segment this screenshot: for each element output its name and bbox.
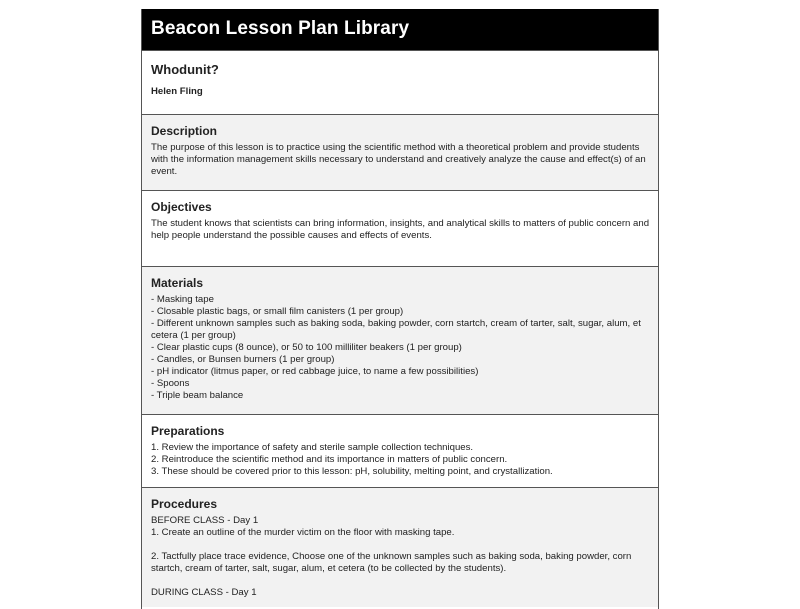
description-heading: Description bbox=[151, 124, 218, 138]
materials-section bbox=[142, 266, 658, 414]
list-item: - pH indicator (litmus paper, or red cabbage juice, to name a few possibilities) bbox=[151, 366, 479, 377]
lesson-title: Whodunit? bbox=[151, 62, 219, 77]
preparations-section bbox=[142, 414, 658, 487]
preparations-list bbox=[151, 442, 650, 478]
description-section bbox=[142, 114, 658, 190]
list-item: 1. Review the importance of safety and sterile sample collection techniques. bbox=[151, 442, 474, 453]
list-item: - Clear plastic cups (8 ounce), or 50 to 100 milliliter beakers (1 per group) bbox=[151, 342, 462, 353]
preparations-heading: Preparations bbox=[151, 424, 225, 438]
list-item: 2. Reintroduce the scientific method and its importance in matters of public concern. bbox=[151, 454, 508, 465]
spacer bbox=[151, 575, 650, 587]
lesson-author: Helen Fling bbox=[151, 86, 203, 97]
materials-list bbox=[151, 294, 650, 402]
site-banner bbox=[142, 9, 658, 50]
procedures-heading: Procedures bbox=[151, 497, 218, 511]
materials-heading: Materials bbox=[151, 276, 204, 290]
list-item: - Candles, or Bunsen burners (1 per group) bbox=[151, 354, 335, 365]
procedure-step: 2. Tactfully place trace evidence, Choose one of the unknown samples such as baking soda, baking powder, corn startch, cream of tarter, salt, sugar, alum, et cetera (to be collected by the students). bbox=[151, 551, 632, 574]
site-title: Beacon Lesson Plan Library bbox=[151, 18, 410, 39]
objectives-text: The student knows that scientists can bring information, insights, and analytical skills to matters of public concern and help people understand the possible causes and effects of events. bbox=[151, 218, 650, 241]
procedure-day-label: DURING CLASS - Day 1 bbox=[151, 587, 257, 598]
list-item: - Triple beam balance bbox=[151, 390, 244, 401]
procedure-day-label: BEFORE CLASS - Day 1 bbox=[151, 515, 259, 526]
procedures-section bbox=[142, 487, 658, 607]
procedure-step: 1. Create an outline of the murder victim on the floor with masking tape. bbox=[151, 527, 455, 538]
list-item: - Different unknown samples such as baking soda, baking powder, corn startch, cream of tarter, salt, sugar, alum, et cetera (1 per group) bbox=[151, 318, 641, 341]
objectives-section bbox=[142, 190, 658, 266]
list-item: 3. These should be covered prior to this lesson: pH, solubility, melting point, and crystallization. bbox=[151, 466, 553, 477]
list-item: - Closable plastic bags, or small film canisters (1 per group) bbox=[151, 306, 404, 317]
list-item: - Spoons bbox=[151, 378, 190, 389]
list-item: - Masking tape bbox=[151, 294, 214, 305]
objectives-heading: Objectives bbox=[151, 200, 212, 214]
lesson-title-section bbox=[142, 50, 658, 114]
description-text: The purpose of this lesson is to practice using the scientific method with a theoretical problem and provide students with the information management skills necessary to understand and creatively analyze the cause and effect(s) of an event. bbox=[151, 142, 646, 177]
lesson-page bbox=[141, 9, 659, 609]
procedures-text bbox=[151, 515, 650, 599]
spacer bbox=[151, 539, 650, 551]
